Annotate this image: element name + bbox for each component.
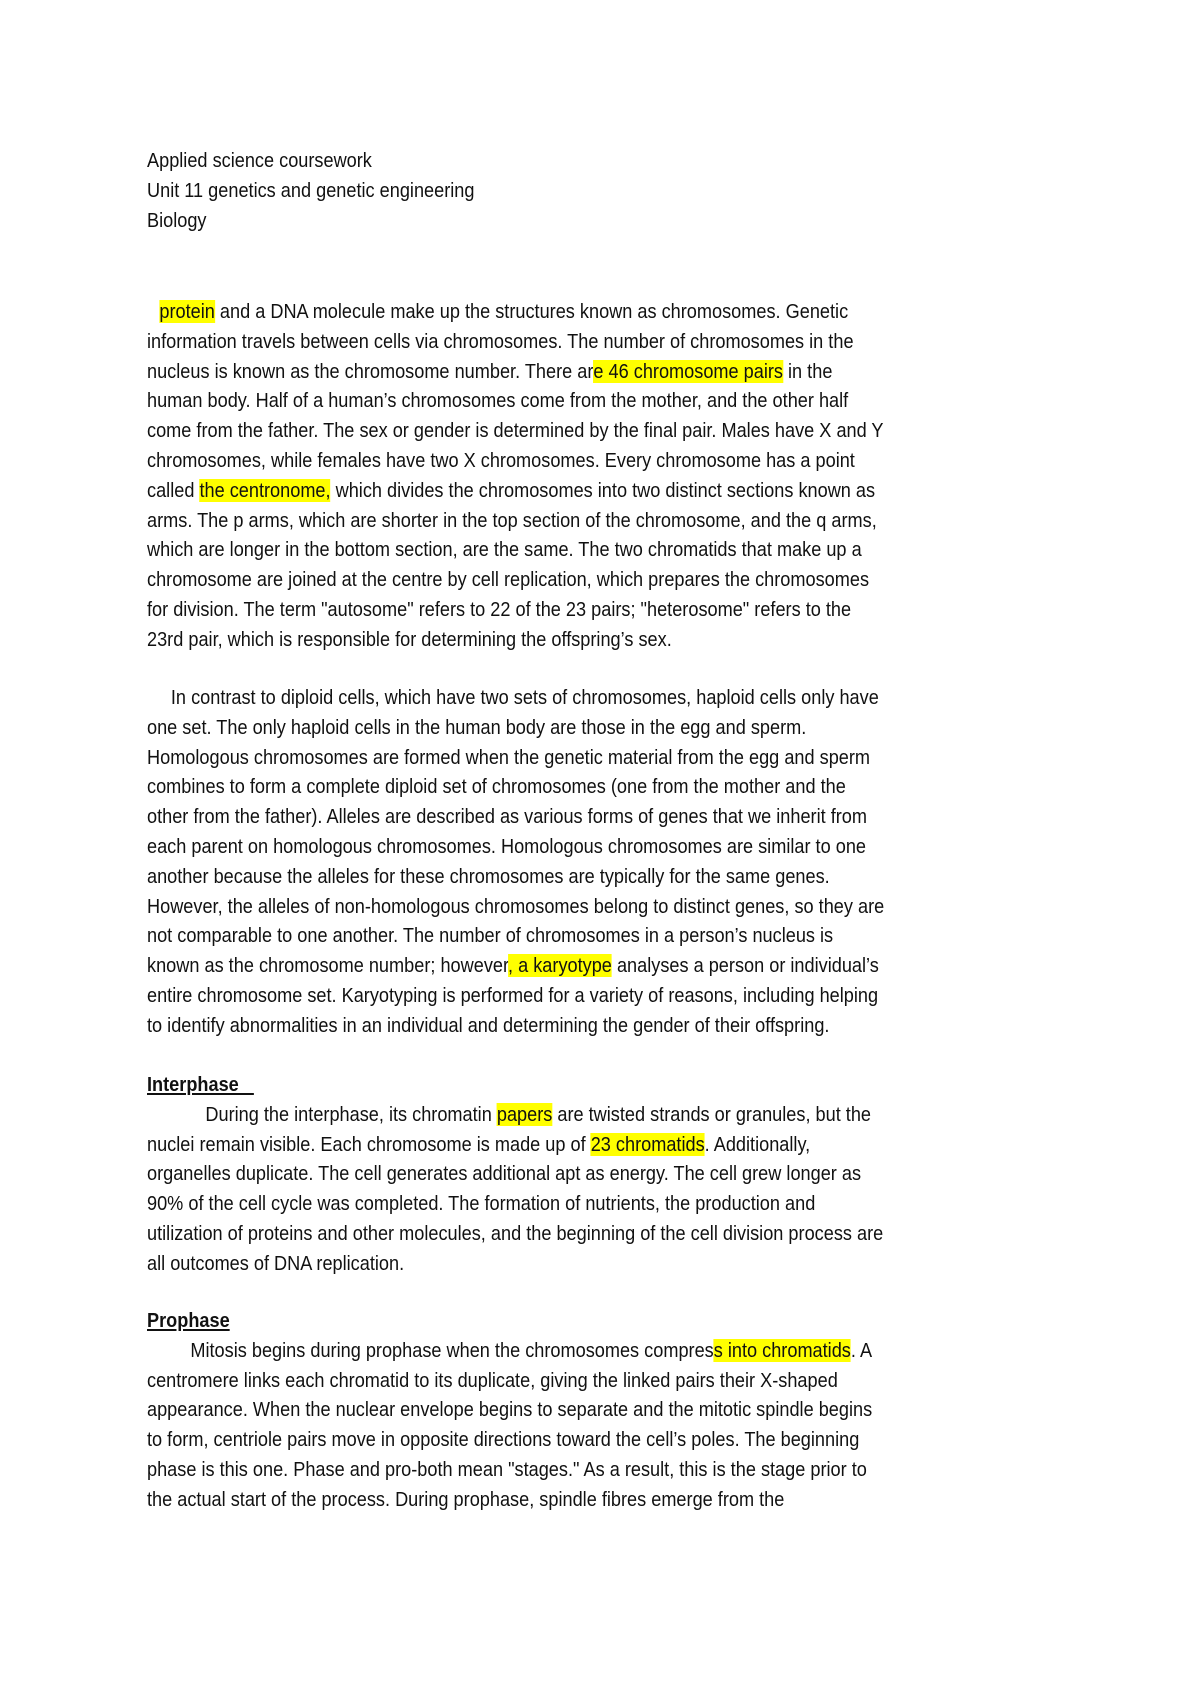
- text-segment: which are longer in the bottom section, are the same. The two chromatids that make up a: [147, 538, 862, 562]
- text-segment: chromosome are joined at the centre by cell replication, which prepares the chromosomes: [147, 568, 870, 592]
- text-segment: one set. The only haploid cells in the human body are those in the egg and sperm.: [147, 715, 807, 739]
- text-line: [147, 416, 979, 446]
- text-segment: 23rd pair, which is responsible for determining the offspring’s sex.: [147, 627, 672, 651]
- text-line: [147, 1130, 979, 1160]
- text-segment: each parent on homologous chromosomes. Homologous chromosomes are similar to one: [147, 834, 867, 858]
- highlighted-text: , a karyotype: [508, 954, 612, 978]
- text-segment: another because the alleles for these chromosomes are typically for the same genes.: [147, 864, 830, 888]
- header-unit: Unit 11 genetics and genetic engineering: [147, 178, 475, 202]
- text-segment: arms. The p arms, which are shorter in the top section of the chromosome, and the q arms,: [147, 508, 877, 532]
- highlighted-text: protein: [159, 300, 215, 323]
- header-title: Applied science coursework: [147, 149, 372, 172]
- text-line: [147, 981, 979, 1011]
- text-segment: to identify abnormalities in an individual and determining the gender of their offspring.: [147, 1013, 830, 1037]
- text-segment: human body. Half of a human’s chromosomes come from the mother, and the other half: [147, 389, 849, 413]
- text-segment: which divides the chromosomes into two distinct sections known as: [330, 478, 876, 502]
- text-line: [147, 595, 979, 625]
- text-segment: . A: [850, 1338, 873, 1362]
- text-line: [147, 1249, 979, 1279]
- text-line: [147, 1485, 979, 1515]
- section-prophase: [147, 1306, 1087, 1515]
- text-segment: nucleus is known as the chromosome number. There ar: [147, 359, 594, 383]
- text-segment: However, the alleles of non-homologous chromosomes belong to distinct genes, so they are: [147, 894, 885, 918]
- text-segment: phase is this one. Phase and pro-both mean "stages." As a result, this is the stage prior to: [147, 1457, 867, 1481]
- section-heading-text: Prophase: [147, 1309, 230, 1332]
- text-line: [147, 772, 979, 802]
- text-line: [147, 1011, 979, 1041]
- paragraph-haploid-diploid: [147, 683, 1087, 1041]
- text-segment: for division. The term "autosome" refers to 22 of the 23 pairs; "heterosome" refers to the: [147, 597, 852, 621]
- text-line: [147, 1189, 979, 1219]
- highlighted-text: 23 chromatids: [590, 1132, 705, 1156]
- text-line: [147, 506, 979, 536]
- text-line: [147, 862, 979, 892]
- text-segment: Homologous chromosomes are formed when the genetic material from the egg and sperm: [147, 745, 871, 769]
- header-subject: Biology: [147, 208, 207, 232]
- text-segment: called: [147, 478, 200, 502]
- highlighted-text: e 46 chromosome pairs: [593, 359, 783, 383]
- text-segment: chromosomes, while females have two X chromosomes. Every chromosome has a point: [147, 448, 855, 472]
- document-header: [147, 146, 1087, 235]
- text-line: [147, 1219, 979, 1249]
- text-line: [147, 1366, 979, 1396]
- text-segment: centromere links each chromatid to its duplicate, giving the linked pairs their X-shaped: [147, 1368, 838, 1392]
- highlighted-text: s into chromatids: [713, 1338, 851, 1362]
- text-segment: nuclei remain visible. Each chromosome is made up of: [147, 1132, 591, 1156]
- section-heading: [147, 1070, 979, 1100]
- text-segment: are twisted strands or granules, but the: [552, 1102, 872, 1126]
- text-line: [147, 683, 979, 713]
- text-line: [147, 743, 979, 773]
- text-segment: not comparable to one another. The number of chromosomes in a person’s nucleus is: [147, 924, 834, 948]
- highlighted-text: papers: [496, 1102, 553, 1126]
- text-segment: come from the father. The sex or gender is determined by the final pair. Males have X and Y: [147, 419, 884, 443]
- text-line: [147, 951, 979, 981]
- text-line: [147, 476, 979, 506]
- text-segment: 90% of the cell cycle was completed. The formation of nutrients, the production and: [147, 1192, 816, 1216]
- text-segment: information travels between cells via chromosomes. The number of chromosomes in the: [147, 329, 854, 353]
- text-segment: other from the father). Alleles are described as various forms of genes that we inherit from: [147, 805, 867, 829]
- text-segment: known as the chromosome number; however: [147, 954, 509, 978]
- text-segment: entire chromosome set. Karyotyping is performed for a variety of reasons, including helping: [147, 983, 879, 1007]
- text-segment: During the interphase, its chromatin: [205, 1102, 497, 1126]
- text-segment: . Additionally,: [704, 1132, 811, 1156]
- text-segment: the actual start of the process. During prophase, spindle fibres emerge from the: [147, 1487, 785, 1511]
- text-line: [147, 535, 979, 565]
- text-line: [147, 327, 979, 357]
- section-heading-text: Interphase: [147, 1073, 254, 1096]
- text-segment: organelles duplicate. The cell generates additional apt as energy. The cell grew longer as: [147, 1162, 862, 1186]
- text-segment: In contrast to diploid cells, which have two sets of chromosomes, haploid cells only have: [170, 686, 879, 709]
- text-segment: Mitosis begins during prophase when the chromosomes compres: [190, 1338, 714, 1362]
- section-interphase: [147, 1070, 1087, 1279]
- text-line: [147, 565, 979, 595]
- text-line: [147, 802, 979, 832]
- text-line: [147, 625, 979, 655]
- text-line: [147, 386, 979, 416]
- text-line: [147, 1425, 979, 1455]
- text-segment: utilization of proteins and other molecules, and the beginning of the cell division process are: [147, 1221, 884, 1245]
- text-line: [147, 1159, 979, 1189]
- text-line: [147, 921, 979, 951]
- text-segment: analyses a person or individual’s: [611, 954, 879, 978]
- text-line: [147, 713, 979, 743]
- text-segment: combines to form a complete diploid set of chromosomes (one from the mother and the: [147, 775, 846, 799]
- text-line: [147, 892, 979, 922]
- text-line: [147, 832, 979, 862]
- text-line: [147, 1100, 979, 1130]
- text-segment: in the: [782, 359, 833, 383]
- text-segment: all outcomes of DNA replication.: [147, 1251, 405, 1275]
- text-line: [147, 297, 979, 327]
- highlighted-text: the centronome,: [199, 478, 331, 502]
- text-line: [147, 357, 979, 387]
- paragraph-chromosomes: [147, 297, 1087, 655]
- text-segment: and a DNA molecule make up the structures known as chromosomes. Genetic: [214, 300, 849, 323]
- text-line: [147, 1395, 979, 1425]
- text-line: [147, 1336, 979, 1366]
- text-line: [147, 1455, 979, 1485]
- text-segment: to form, centriole pairs move in opposite directions toward the cell’s poles. The beginning: [147, 1428, 860, 1452]
- text-segment: appearance. When the nuclear envelope begins to separate and the mitotic spindle begins: [147, 1398, 873, 1422]
- section-heading: [147, 1306, 979, 1336]
- text-line: [147, 446, 979, 476]
